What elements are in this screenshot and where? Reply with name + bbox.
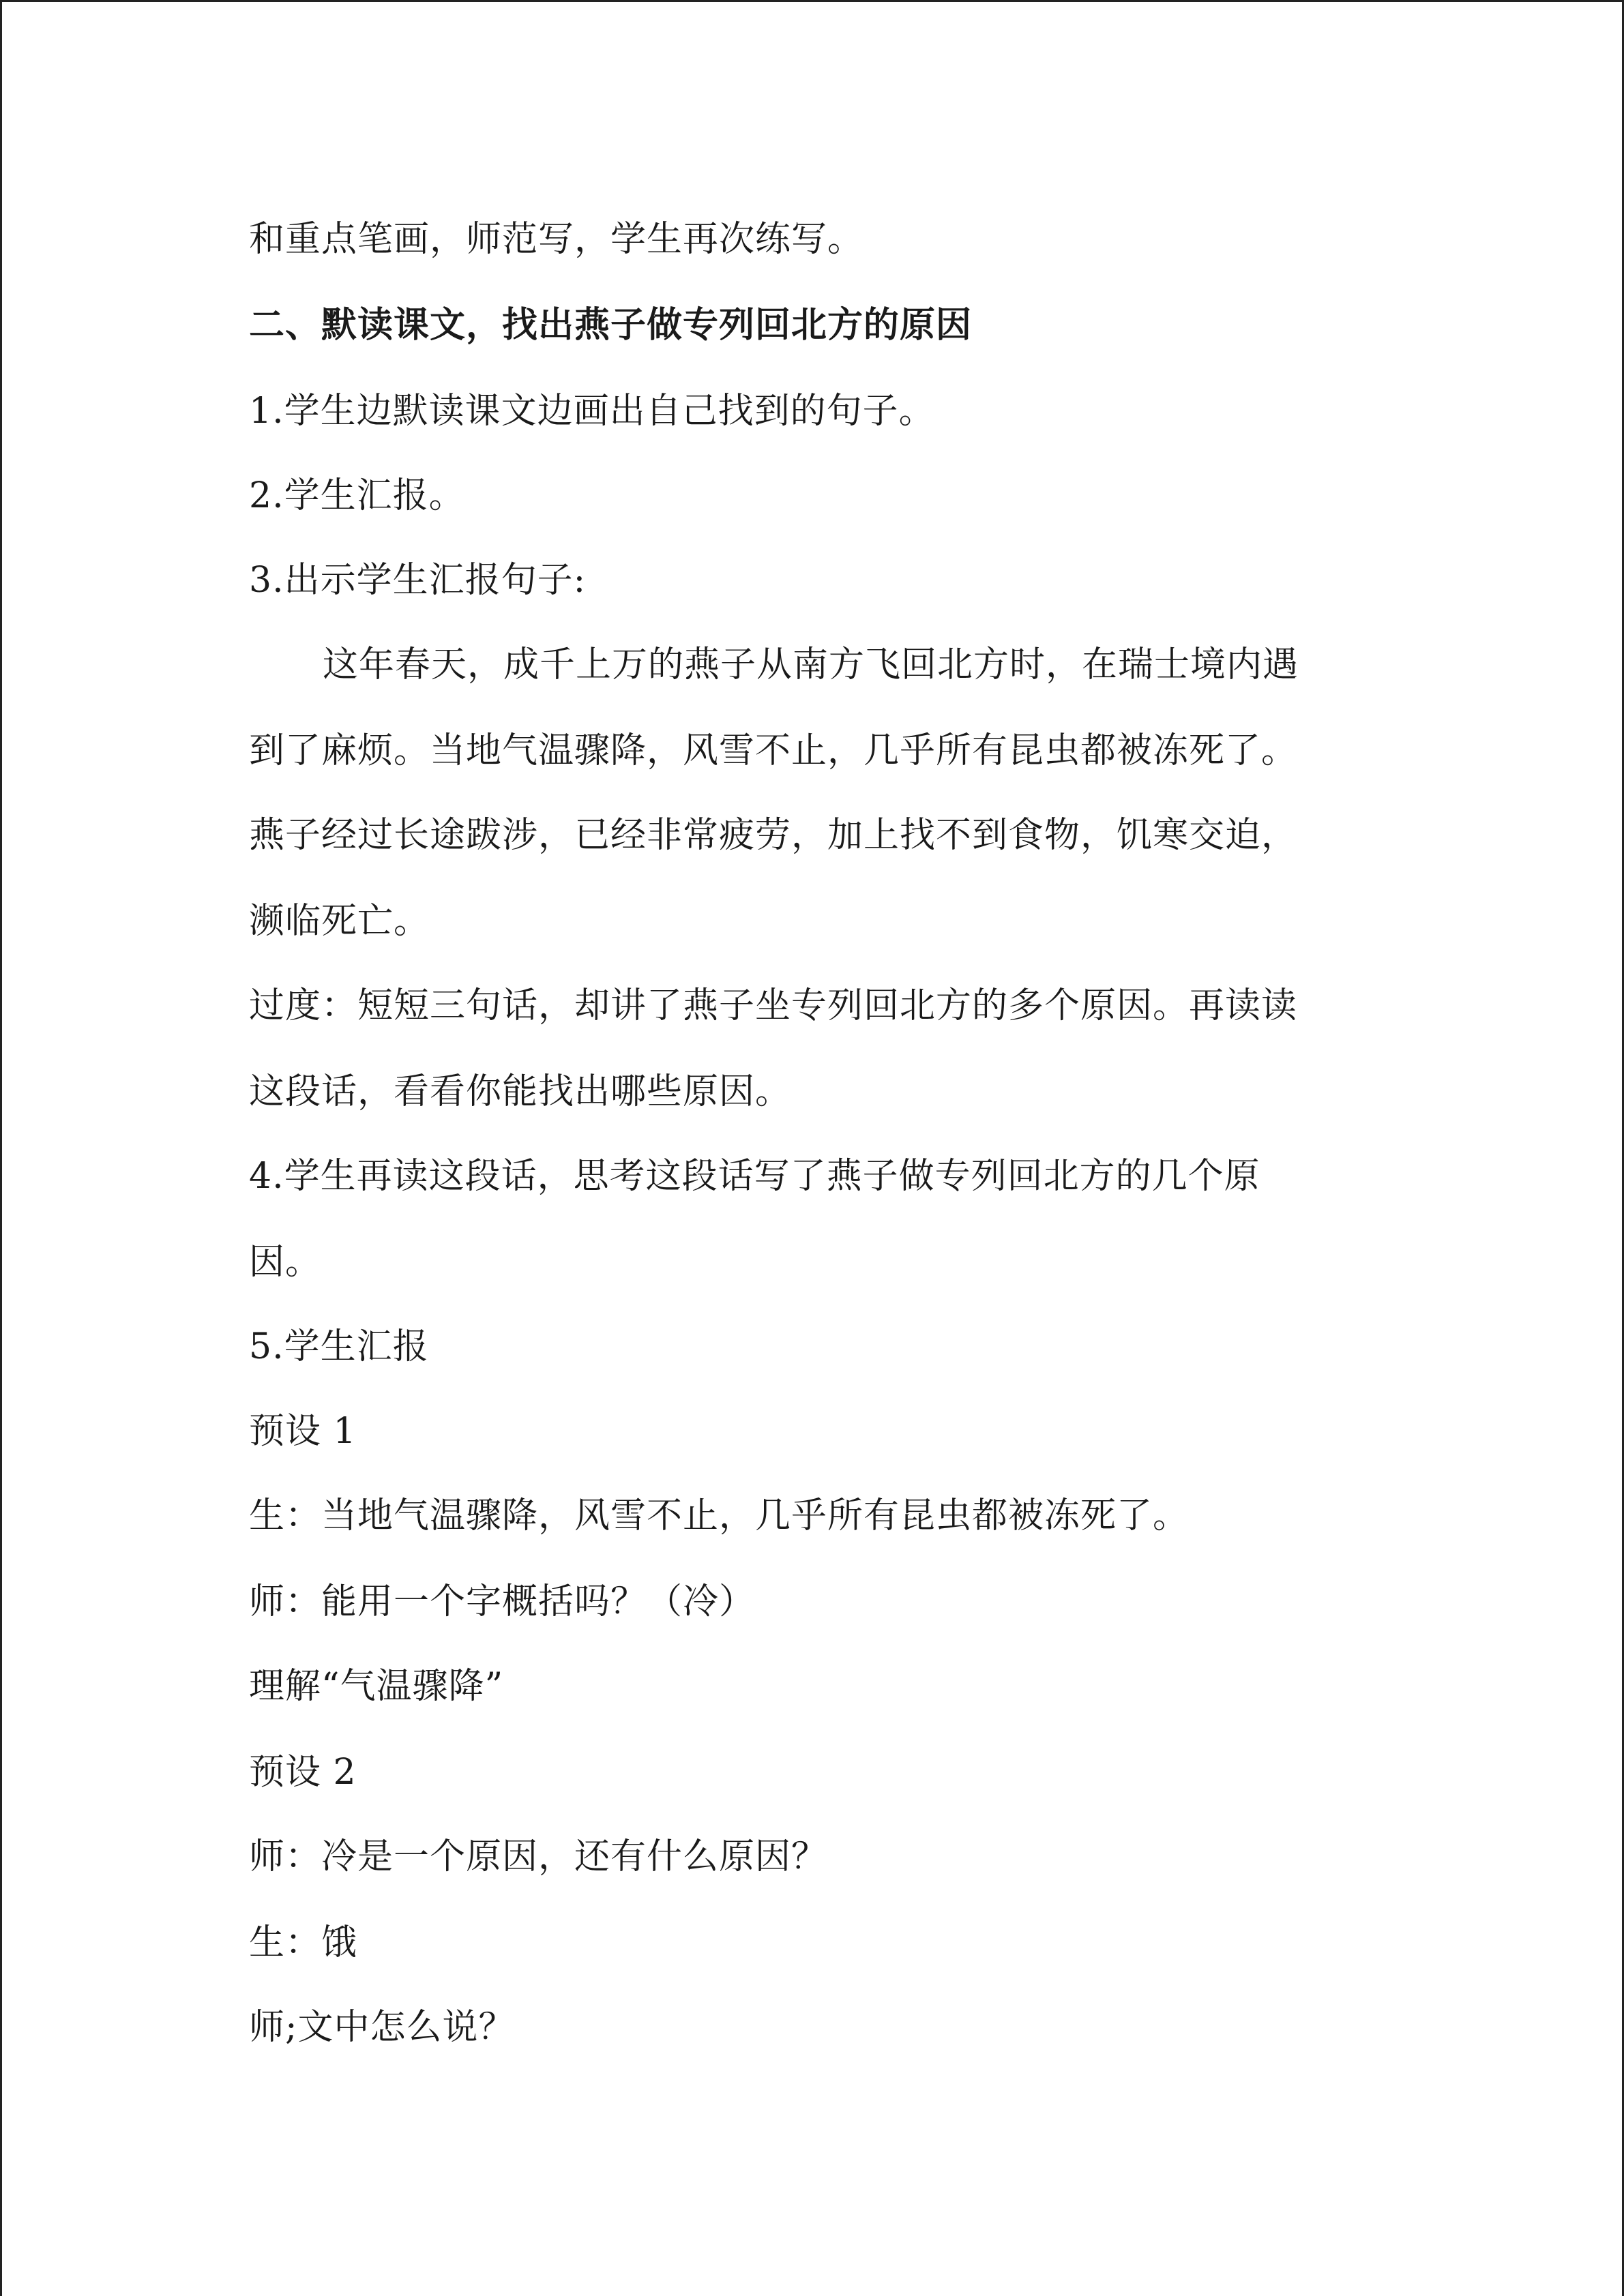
text-line-15: 预设 1 <box>249 1411 357 1452</box>
quote-line-2: 到了麻烦。当地气温骤降，风雪不止，几乎所有昆虫都被冻死了。 <box>249 730 1298 771</box>
text-line-18: 理解“气温骤降” <box>249 1666 504 1707</box>
text-line-21: 生：饿 <box>249 1922 358 1963</box>
quote-line-4: 濒临死亡。 <box>249 901 430 942</box>
text-line-13: 因。 <box>249 1242 322 1283</box>
text-line-16: 生：当地气温骤降，风雪不止，几乎所有昆虫都被冻死了。 <box>249 1495 1190 1536</box>
text-line-10: 过度：短短三句话，却讲了燕子坐专列回北方的多个原因。再读读 <box>249 985 1298 1026</box>
quote-line-1: 这年春天，成千上万的燕子从南方飞回北方时，在瑞士境内遇 <box>323 644 1299 685</box>
text-line-5: 3.出示学生汇报句子: <box>249 560 587 601</box>
text-line-19: 预设 2 <box>249 1752 357 1793</box>
text-line-3: 1.学生边默读课文边画出自己找到的句子。 <box>249 391 935 432</box>
text-line-1: 和重点笔画，师范写，学生再次练写。 <box>249 219 864 260</box>
text-line-20: 师：冷是一个原因，还有什么原因？ <box>249 1836 828 1877</box>
quote-line-3: 燕子经过长途跋涉，已经非常疲劳，加上找不到食物，饥寒交迫， <box>249 815 1298 856</box>
text-line-4: 2.学生汇报。 <box>249 475 465 516</box>
text-line-14: 5.学生汇报 <box>249 1326 429 1367</box>
text-line-22: 师;文中怎么说？ <box>249 2007 515 2048</box>
text-line-12: 4.学生再读这段话，思考这段话写了燕子做专列回北方的几个原 <box>249 1156 1260 1197</box>
section-heading: 二、默读课文，找出燕子做专列回北方的原因 <box>249 305 973 346</box>
text-line-11: 这段话，看看你能找出哪些原因。 <box>249 1071 792 1112</box>
text-line-17: 师：能用一个字概括吗？（冷） <box>249 1581 756 1622</box>
